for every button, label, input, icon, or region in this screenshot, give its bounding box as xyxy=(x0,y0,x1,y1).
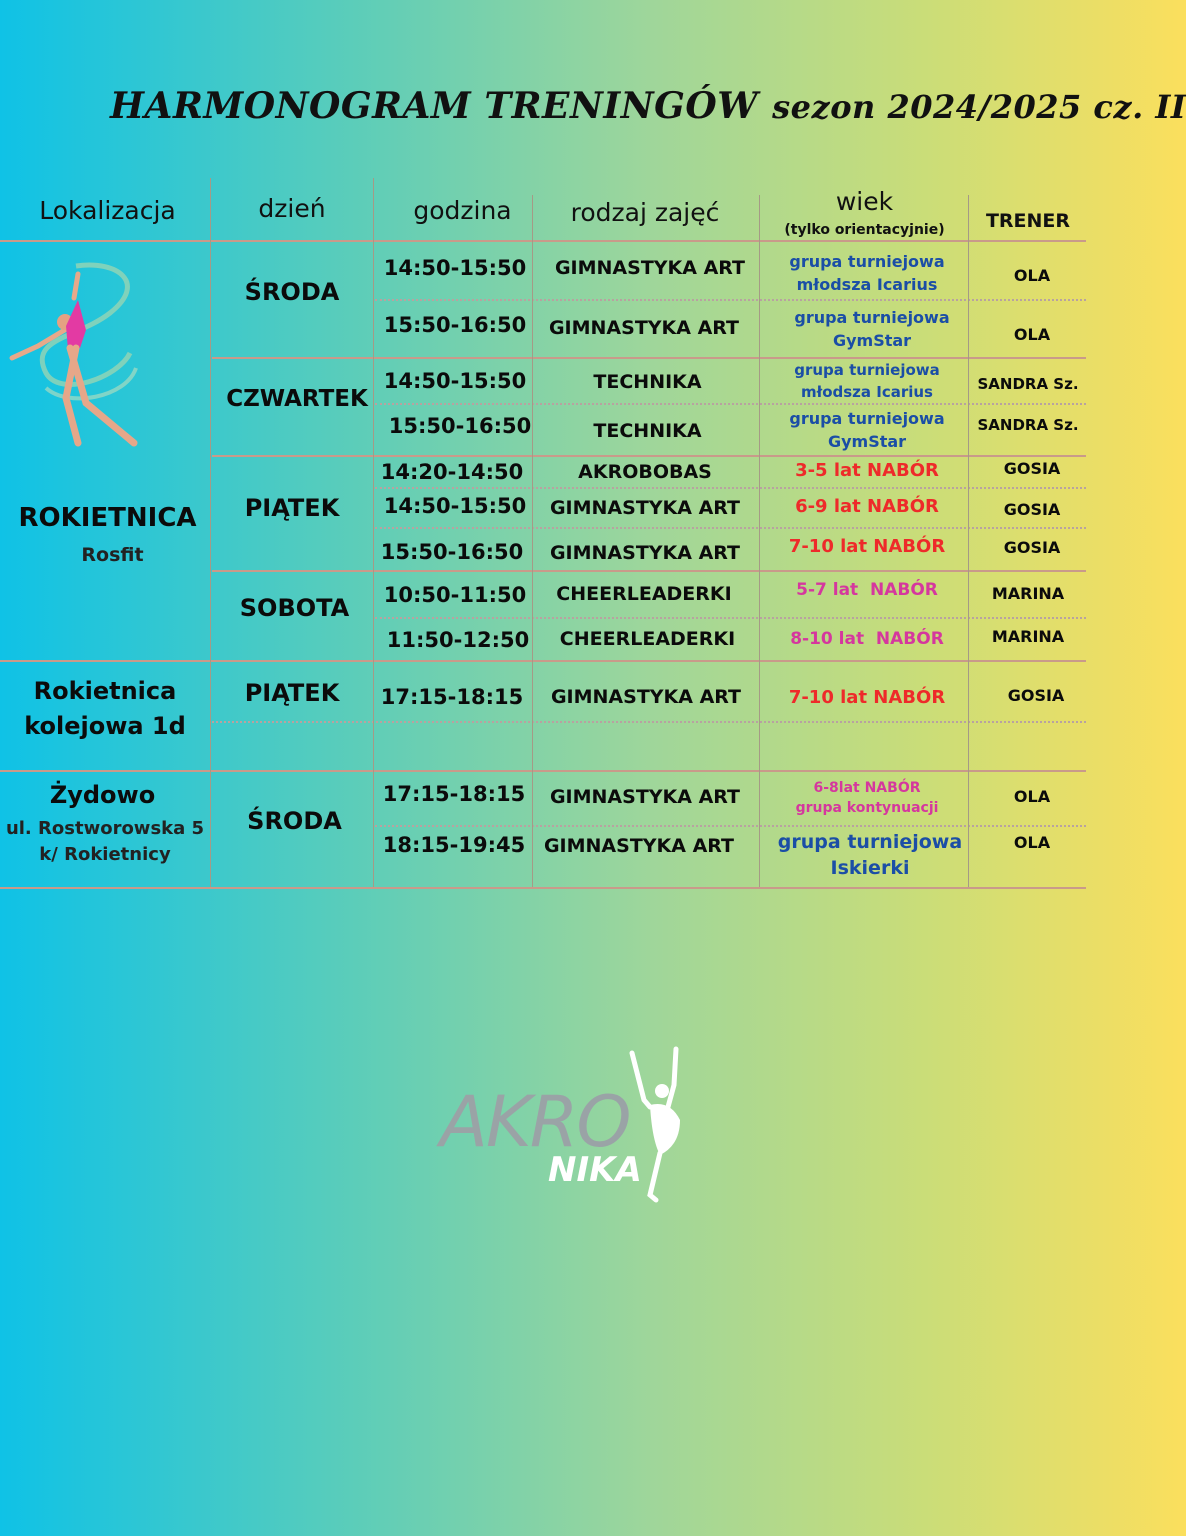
header-time: godzina xyxy=(413,196,512,225)
location-divider xyxy=(0,770,1086,772)
location-zydowo-sub: ul. Rostworowska 5 k/ Rokietnicy xyxy=(5,818,205,866)
class-type-cell: GIMNASTYKA ART xyxy=(548,317,740,339)
coach-cell: GOSIA xyxy=(1007,686,1065,705)
gymnast-illustration xyxy=(8,258,148,453)
class-type-cell: GIMNASTYKA ART xyxy=(549,497,741,519)
coach-cell: OLA xyxy=(1013,325,1051,344)
location-zydowo: Żydowo xyxy=(49,781,156,809)
header-divider xyxy=(0,240,1086,242)
age-group-cell: 5-7 lat NABÓR xyxy=(796,580,938,600)
coach-cell: GOSIA xyxy=(1003,500,1061,519)
location-rokietnica-kolejowa: Rokietnica kolejowa 1d xyxy=(24,677,186,740)
age-group-cell: 7-10 lat NABÓR xyxy=(788,687,946,708)
time-cell: 15:50-16:50 xyxy=(388,414,532,438)
age-group-cell: grupa turniejowa młodsza Icarius xyxy=(789,252,945,295)
coach-cell: SANDRA Sz. xyxy=(977,416,1079,434)
coach-cell: SANDRA Sz. xyxy=(977,375,1079,393)
day-czwartek: CZWARTEK xyxy=(226,386,368,412)
header-coach: TRENER xyxy=(985,210,1071,232)
row-divider xyxy=(212,721,1086,723)
coach-cell: OLA xyxy=(1013,833,1051,852)
akronika-logo xyxy=(440,1045,700,1210)
day-piatek: PIĄTEK xyxy=(244,494,340,522)
coach-cell: OLA xyxy=(1013,266,1051,285)
class-type-cell: TECHNIKA xyxy=(593,371,702,393)
time-cell: 18:15-19:45 xyxy=(382,833,526,857)
coach-cell: MARINA xyxy=(991,584,1065,603)
class-type-cell: AKROBOBAS xyxy=(578,461,712,483)
day-sroda: ŚRODA xyxy=(244,278,340,306)
day-sobota: SOBOTA xyxy=(239,594,350,622)
table-bottom xyxy=(0,887,1086,889)
class-type-cell: GIMNASTYKA ART xyxy=(549,542,741,564)
logo-text-nika: NIKA xyxy=(548,1150,642,1190)
time-cell: 14:20-14:50 xyxy=(380,460,524,484)
row-divider xyxy=(375,527,1086,529)
class-type-cell: CHEERLEADERKI xyxy=(559,628,736,650)
class-type-cell: TECHNIKA xyxy=(593,420,702,442)
age-group-cell: grupa turniejowa GymStar xyxy=(789,409,945,452)
day-piatek-kolejowa: PIĄTEK xyxy=(244,679,340,707)
age-group-cell: grupa turniejowa GymStar xyxy=(794,308,950,351)
header-location: Lokalizacja xyxy=(39,196,176,225)
class-type-cell: GIMNASTYKA ART xyxy=(554,257,746,279)
time-cell: 15:50-16:50 xyxy=(383,313,527,337)
header-age: wiek xyxy=(835,187,894,216)
row-divider xyxy=(375,403,1086,405)
age-group-cell: 8-10 lat NABÓR xyxy=(790,629,944,649)
time-cell: 17:15-18:15 xyxy=(382,782,526,806)
row-divider xyxy=(375,825,1086,827)
time-cell: 14:50-15:50 xyxy=(383,494,527,518)
age-group-cell: 3-5 lat NABÓR xyxy=(795,460,939,481)
header-age-note: (tylko orientacyjnie) xyxy=(784,222,945,238)
age-group-cell: 6-8lat NABÓR grupa kontynuacji xyxy=(795,780,939,816)
time-cell: 11:50-12:50 xyxy=(386,628,530,652)
location-divider xyxy=(0,660,1086,662)
day-divider xyxy=(212,570,1086,572)
time-cell: 17:15-18:15 xyxy=(380,685,524,709)
location-rokietnica-sub: Rosfit xyxy=(81,544,144,566)
page-title xyxy=(110,85,1186,127)
day-sroda-zydowo: ŚRODA xyxy=(247,807,342,835)
header-day: dzień xyxy=(258,194,326,223)
row-divider xyxy=(375,487,1086,489)
age-group-cell: grupa turniejowa młodsza Icarius xyxy=(794,361,940,401)
time-cell: 14:50-15:50 xyxy=(383,256,527,280)
coach-cell: GOSIA xyxy=(1003,538,1061,557)
logo-text-akro: AKRO xyxy=(440,1081,630,1163)
day-divider xyxy=(212,357,1086,359)
column-divider xyxy=(373,178,374,887)
coach-cell: OLA xyxy=(1013,787,1051,806)
class-type-cell: GIMNASTYKA ART xyxy=(550,686,742,708)
location-rokietnica: ROKIETNICA xyxy=(18,503,197,533)
age-group-cell: grupa turniejowa Iskierki xyxy=(777,831,963,879)
age-group-cell: 7-10 lat NABÓR xyxy=(788,536,946,557)
time-cell: 14:50-15:50 xyxy=(383,369,527,393)
title-season: sezon 2024/2025 cz. II xyxy=(772,88,1186,126)
row-divider xyxy=(375,617,1086,619)
class-type-cell: GIMNASTYKA ART xyxy=(549,786,741,808)
column-divider xyxy=(210,178,211,887)
title-main: HARMONOGRAM TRENINGÓW xyxy=(110,85,759,127)
coach-cell: GOSIA xyxy=(1003,459,1061,478)
time-cell: 15:50-16:50 xyxy=(380,540,524,564)
header-type: rodzaj zajęć xyxy=(570,198,720,227)
time-cell: 10:50-11:50 xyxy=(383,583,527,607)
age-group-cell: 6-9 lat NABÓR xyxy=(795,496,939,517)
row-divider xyxy=(375,299,1086,301)
coach-cell: MARINA xyxy=(991,627,1065,646)
class-type-cell: GIMNASTYKA ART xyxy=(543,835,735,857)
class-type-cell: CHEERLEADERKI xyxy=(556,583,732,605)
column-divider xyxy=(759,195,760,887)
day-divider xyxy=(212,455,1086,457)
